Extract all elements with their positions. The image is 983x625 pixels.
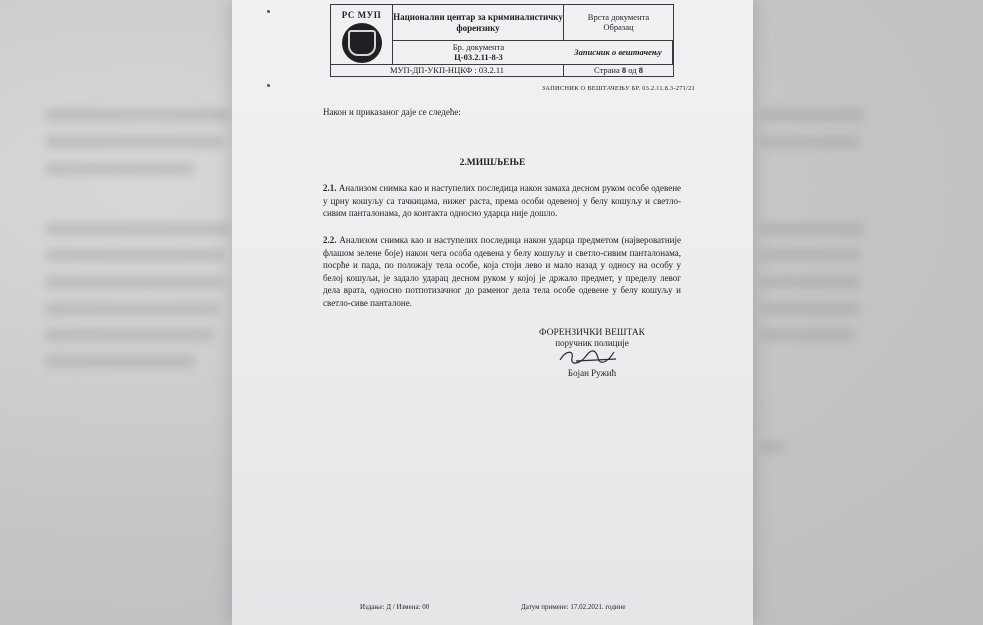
code-cell [331, 65, 564, 76]
paragraph-number: 2.2. [323, 235, 337, 245]
opinion-paragraph-2 [323, 234, 681, 309]
expert-title: ФОРЕНЗИЧКИ ВЕШТАК [538, 328, 646, 338]
blurred-text-line [760, 302, 860, 316]
page-current: 8 [621, 64, 627, 75]
doc-type-cell [564, 5, 673, 41]
document-header-table [330, 4, 674, 77]
page-count-cell [564, 65, 673, 76]
blurred-text-line [45, 162, 195, 176]
center-name: Национални центар за криминалистичку форензику [393, 12, 563, 33]
blurred-text-line [760, 275, 860, 289]
signature-block [522, 328, 662, 378]
footer-effective-date: Датум примене: 17.02.2021. године [521, 603, 626, 611]
handwritten-signature [522, 348, 662, 368]
blurred-text-line [760, 108, 865, 122]
punch-hole [267, 84, 270, 87]
police-emblem-icon [342, 23, 382, 63]
page-total: 8 [638, 64, 643, 75]
blurred-text-line [45, 248, 225, 262]
document-name: Записник о вештачењу [574, 46, 662, 57]
blurred-text-line [760, 328, 855, 342]
blurred-text-line [45, 328, 215, 342]
blurred-text-line [45, 302, 220, 316]
paragraph-number: 2.1. [323, 183, 337, 193]
blurred-text-line [760, 440, 785, 454]
blurred-text-line [760, 222, 865, 236]
page-prefix: Страна [594, 64, 620, 75]
doc-number-cell [393, 41, 564, 65]
blurred-text-line [760, 135, 860, 149]
opinion-paragraph-1 [323, 182, 681, 220]
punch-hole [267, 10, 270, 13]
document-name-cell [564, 41, 673, 65]
doc-number-value: Ц-03.2.11-8-3 [454, 51, 503, 62]
blurred-text-line [45, 354, 195, 368]
document-code: МУП-ДП-УКП-НЦКФ : 03.2.11 [389, 64, 505, 75]
page-separator: од [628, 64, 637, 75]
doc-type-label: Врста документа [587, 11, 650, 22]
center-name-cell [393, 5, 564, 41]
report-reference: ЗАПИСНИК О ВЕШТАЧЕЊУ БР. 03.2.11.8.3-271/21 [541, 85, 695, 92]
doc-number-label: Бр. документа [452, 41, 505, 52]
header-logo-cell [331, 5, 393, 65]
paragraph-text: Анализом снимка као и наступелих последица након ударца предметом (највероватније флашом зелене боје) након чега особа одевена у белу кошуљу и светло-сивим панталонама, посрће и пада, по положају тела особе, која стоји лево и мало назад у односу на особу у белој кошуљи, је задало ударац десном руком у којој је држало предмет, у пределу левог дела врата, односно потпотизачног до раменог дела тела особе одевене у белу кошуљу и светло-сиве панталоне. [323, 235, 681, 308]
blurred-text-line [45, 222, 230, 236]
blurred-text-line [45, 108, 230, 122]
doc-type-value: Образац [603, 21, 634, 32]
expert-rank: поручник полиције [555, 338, 629, 348]
org-short-name: РС МУП [341, 10, 382, 20]
intro-text: Након и приказаног даје се следеће: [323, 107, 461, 117]
paragraph-text: Анализом снимка као и наступелих последица након замаха десном руком особе одевене у црну кошуљу са тачкицама, нижег раста, према особи одевеној у белу кошуљу и светло-сивим панталонама, до контакта односно ударца није дошло. [323, 183, 682, 218]
document-page [232, 0, 753, 625]
blurred-text-line [760, 248, 860, 262]
footer-edition: Издање: Д / Измена: 00 [360, 603, 430, 611]
blurred-text-line [45, 135, 225, 149]
blurred-text-line [45, 275, 225, 289]
section-title: 2.МИШЉЕЊЕ [459, 158, 526, 168]
expert-name: Бојан Ружић [567, 368, 617, 378]
